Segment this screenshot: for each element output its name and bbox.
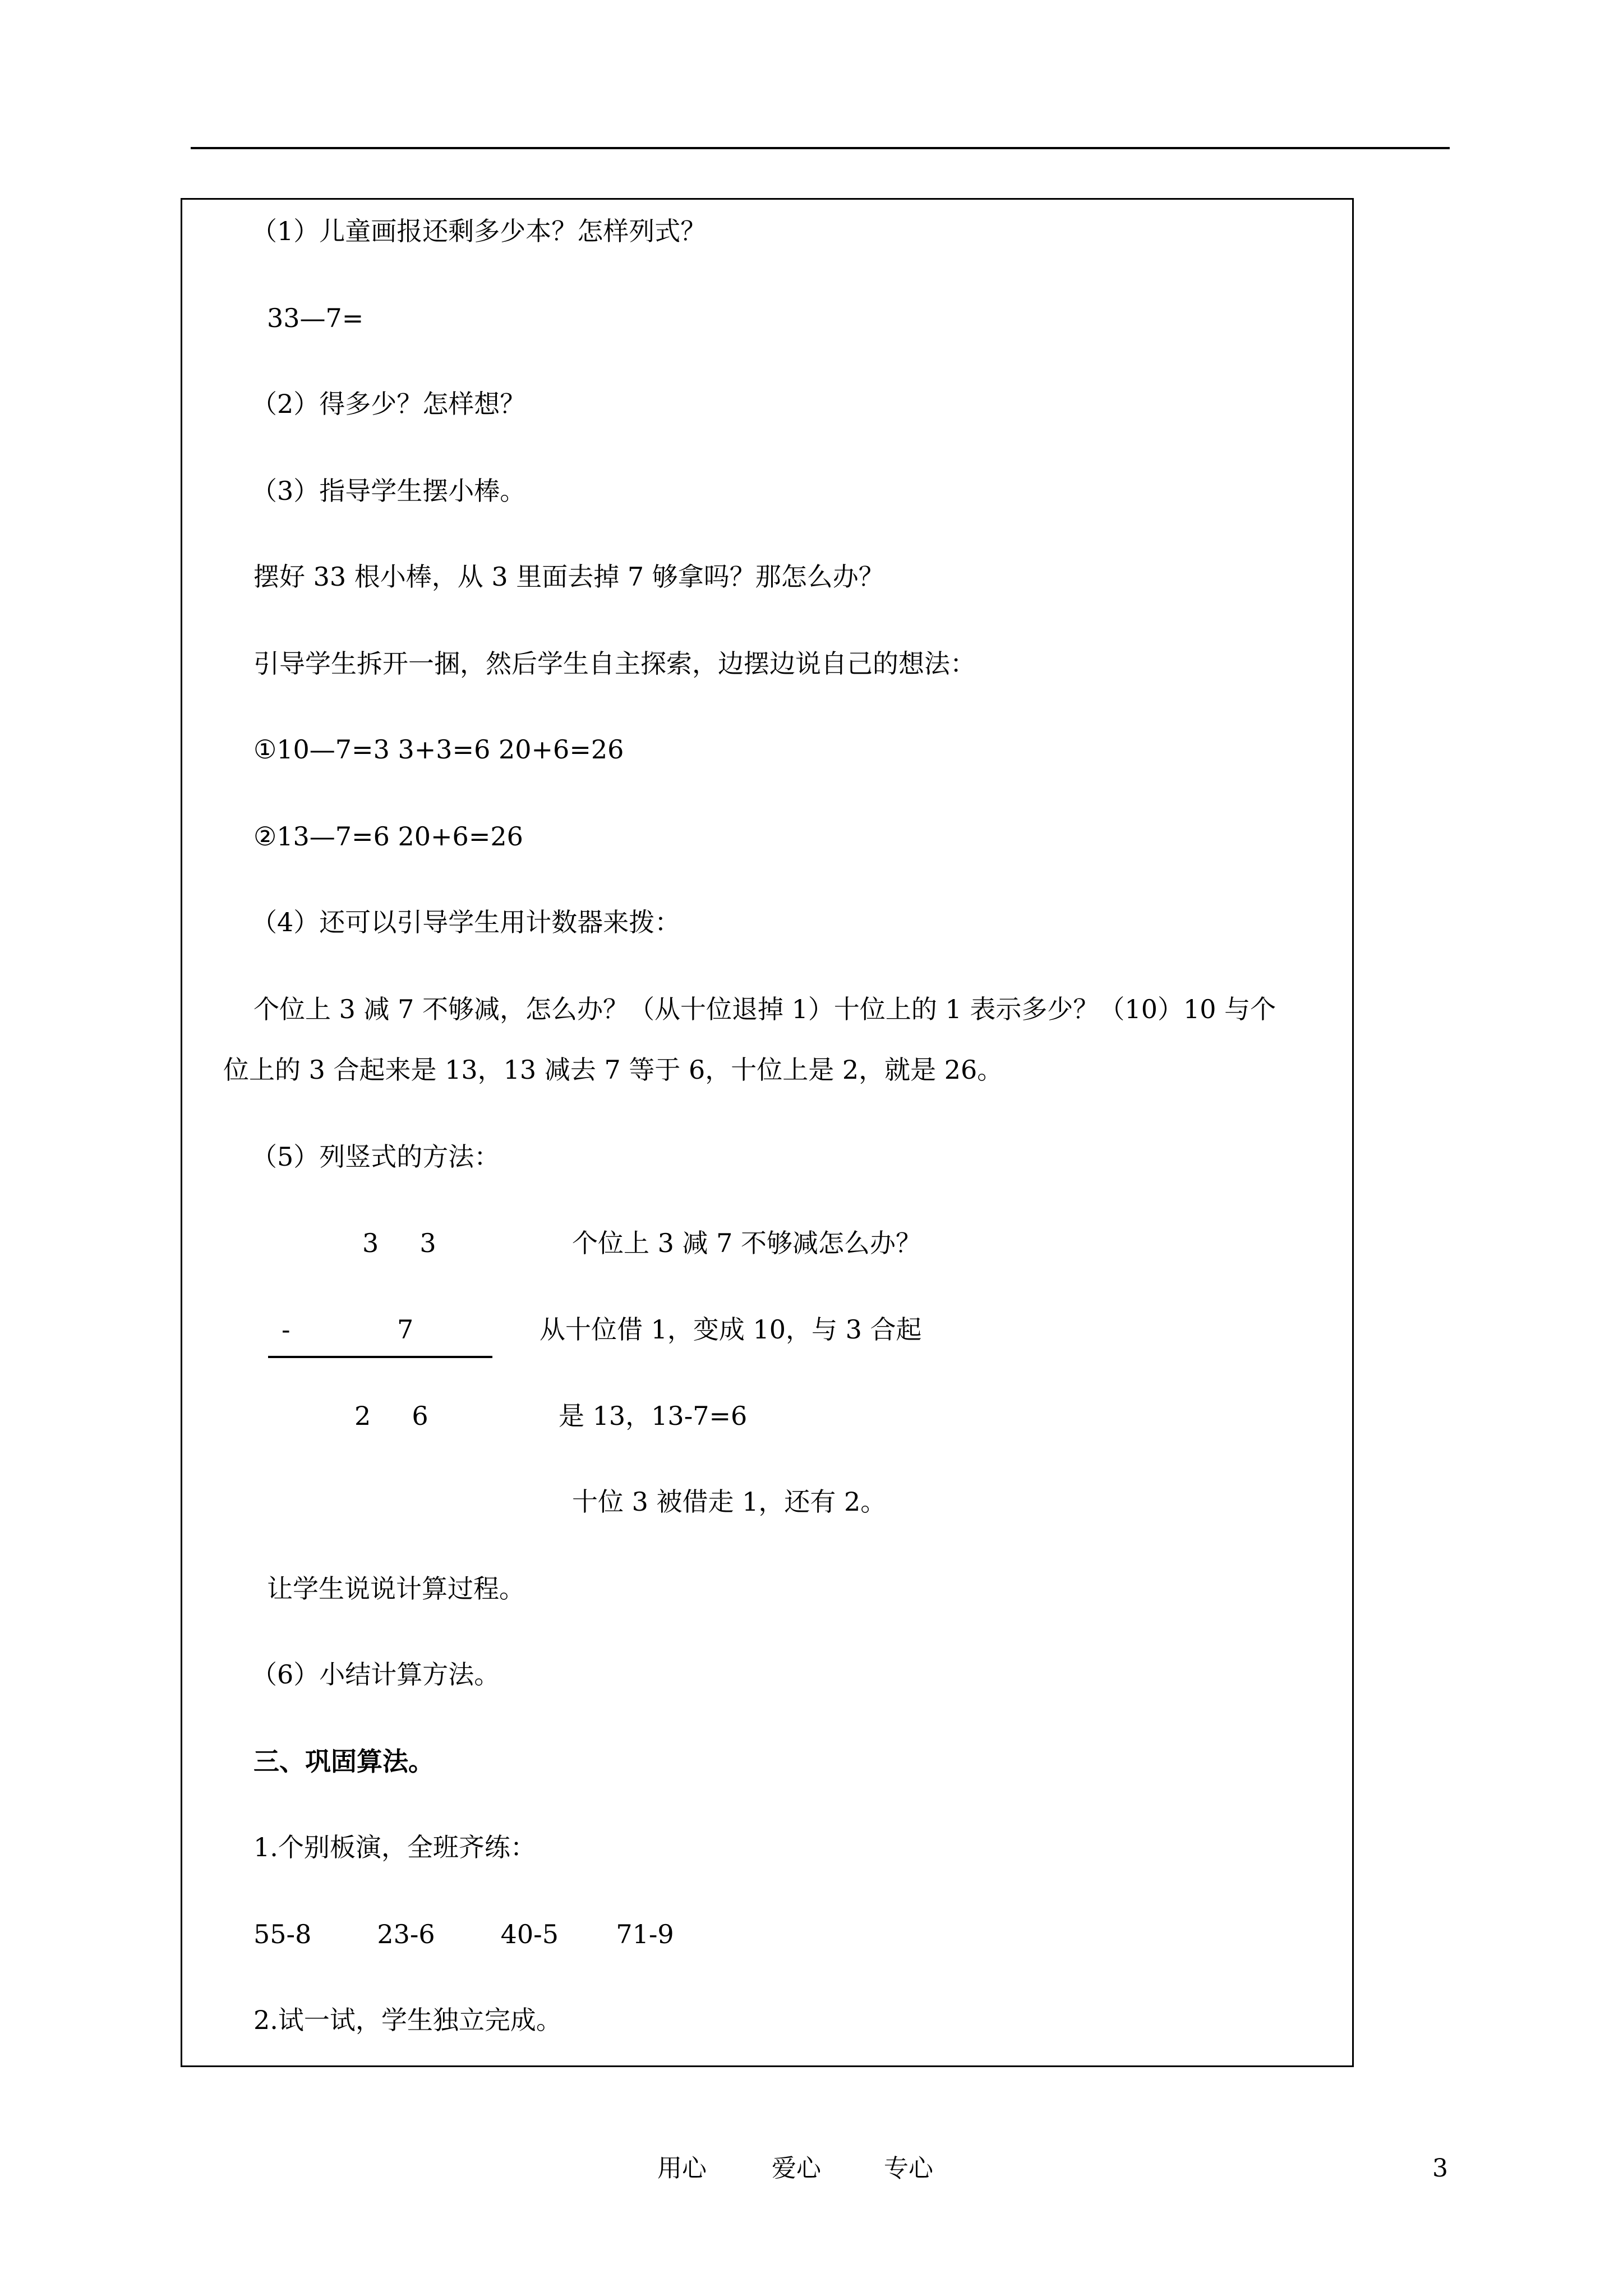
vertical-result-rule <box>268 1356 492 1358</box>
paragraph-abacus-2: 位上的 3 合起来是 13，13 减去 7 等于 6，十位上是 2，就是 26。 <box>223 1055 1003 1085</box>
vertical-note-2: 从十位借 1，变成 10，与 3 合起 <box>540 1314 922 1345</box>
exercise-problems: 55-8 23-6 40-5 71-9 <box>253 1919 674 1949</box>
question-1: （1）儿童画报还剩多少本？怎样列式？ <box>251 216 707 246</box>
method-2: ②13—7=6 20+6=26 <box>253 821 523 852</box>
vertical-subtrahend: 7 <box>397 1314 414 1345</box>
footer-motto-3: 专心 <box>884 2154 933 2183</box>
question-4: （4）还可以引导学生用计数器来拨： <box>251 907 681 937</box>
page-number: 3 <box>1432 2154 1448 2183</box>
paragraph-explain: 让学生说说计算过程。 <box>267 1573 525 1604</box>
vertical-minus-sign: - <box>282 1314 291 1345</box>
footer-motto-1: 用心 <box>657 2154 707 2183</box>
vertical-note-4: 十位 3 被借走 1，还有 2。 <box>572 1487 887 1517</box>
question-5: （5）列竖式的方法： <box>251 1142 500 1172</box>
exercise-2: 2.试一试，学生独立完成。 <box>253 2005 562 2035</box>
exercise-1: 1.个别板演，全班齐练： <box>253 1832 536 1862</box>
question-6: （6）小结计算方法。 <box>251 1659 500 1690</box>
paragraph-guide: 引导学生拆开一捆，然后学生自主探索，边摆边说自己的想法： <box>253 648 976 679</box>
section-heading: 三、巩固算法。 <box>253 1746 434 1777</box>
vertical-top-digits: 3 3 <box>362 1228 436 1258</box>
footer-motto-2: 爱心 <box>772 2154 821 2183</box>
paragraph-abacus-1: 个位上 3 减 7 不够减，怎么办？（从十位退掉 1）十位上的 1 表示多少？（10）10 与个 <box>253 994 1276 1024</box>
question-3: （3）指导学生摆小棒。 <box>251 476 526 506</box>
vertical-note-3: 是 13，13-7=6 <box>559 1401 748 1431</box>
question-2: （2）得多少？怎样想？ <box>251 389 526 419</box>
paragraph-sticks: 摆好 33 根小棒，从 3 里面去掉 7 够拿吗？那怎么办？ <box>253 562 884 592</box>
method-1: ①10—7=3 3+3=6 20+6=26 <box>253 734 624 765</box>
vertical-note-1: 个位上 3 减 7 不够减怎么办？ <box>572 1228 922 1258</box>
vertical-result-digits: 2 6 <box>354 1401 428 1431</box>
header-rule <box>191 147 1450 149</box>
expression: 33—7= <box>267 303 364 333</box>
